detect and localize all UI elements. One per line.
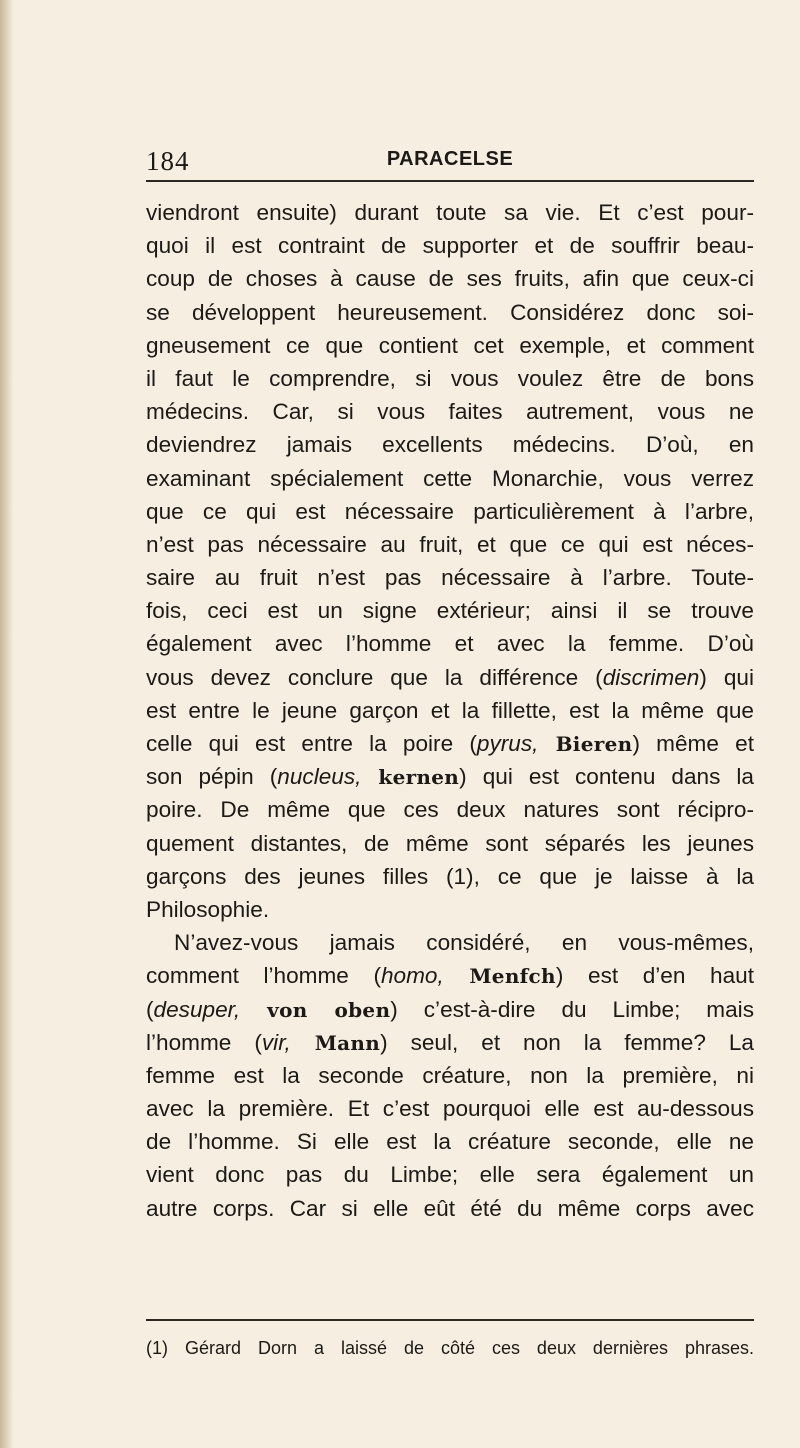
- text-line: [146, 362, 754, 395]
- text-segment: comment l’homme (: [146, 963, 381, 989]
- text-segment: garçons des jeunes filles (1), ce que je laisse à la: [146, 863, 754, 889]
- text-segment: son pépin (: [146, 764, 278, 790]
- latin-term: nucleus,: [277, 764, 362, 790]
- latin-term: homo,: [380, 963, 444, 989]
- text-segment: coup de choses à cause de ses fruits, afin que ceux-ci: [146, 266, 754, 292]
- text-segment: ) qui est contenu dans la: [459, 764, 754, 790]
- text-line: [146, 627, 754, 660]
- text-segment: vient donc pas du Limbe; elle sera également un: [146, 1162, 754, 1188]
- text-line: [146, 296, 754, 329]
- german-term: Bieren: [538, 732, 633, 756]
- text-segment: médecins. Car, si vous faites autrement, vous ne: [146, 399, 754, 425]
- footnote: (1) Gérard Dorn a laissé de côté ces deux dernières phrases.: [146, 1338, 754, 1358]
- footnote-rule: [146, 1319, 754, 1321]
- german-term: Menfch: [443, 964, 556, 989]
- text-line: [146, 428, 754, 461]
- text-segment: celle qui est entre la poire (: [146, 731, 477, 756]
- text-segment: ) même et: [632, 731, 754, 756]
- text-line: [146, 594, 754, 627]
- text-line: [146, 561, 754, 594]
- text-line: [146, 827, 754, 860]
- text-segment: ) qui: [699, 664, 755, 690]
- text-segment: poire. De même que ces deux natures sont récipro-: [146, 797, 754, 823]
- text-segment: ) c’est-à-dire du Limbe; mais: [390, 996, 754, 1022]
- text-segment: quoi il est contraint de supporter et de souffrir beau-: [146, 233, 754, 259]
- text-segment: viendront ensuite) durant toute sa vie. Et c’est pour-: [146, 200, 754, 225]
- text-line: [146, 1192, 754, 1225]
- text-segment: se développent heureusement. Considérez donc soi-: [146, 299, 754, 325]
- text-segment: que ce qui est nécessaire particulièrement à l’arbre,: [146, 498, 754, 524]
- running-title: PARACELSE: [386, 148, 514, 170]
- text-line: [146, 329, 754, 362]
- text-line: [146, 528, 754, 561]
- text-segment: l’homme (: [146, 1029, 262, 1055]
- text-segment: Philosophie.: [146, 896, 270, 922]
- german-term: von oben: [240, 997, 391, 1022]
- text-line: [146, 694, 754, 727]
- text-segment: il faut le comprendre, si vous voulez être de bons: [146, 365, 754, 391]
- text-line: [146, 1059, 754, 1092]
- latin-term: desuper,: [153, 996, 241, 1022]
- text-segment: ) est d’en haut: [555, 963, 754, 989]
- german-term: Mann: [290, 1030, 381, 1055]
- text-segment: est entre le jeune garçon et la fillette, est la même que: [146, 697, 754, 723]
- text-segment: gneusement ce que contient cet exemple, et comment: [146, 332, 754, 358]
- text-line: [146, 893, 754, 926]
- german-term: kernen: [361, 765, 460, 790]
- text-line: [146, 1125, 754, 1158]
- text-line: [146, 395, 754, 428]
- text-line: [146, 462, 754, 495]
- text-segment: (: [146, 996, 154, 1022]
- text-line: [146, 727, 754, 760]
- text-segment: n’est pas nécessaire au fruit, et que ce qui est néces-: [146, 531, 754, 557]
- latin-term: discrimen: [602, 664, 700, 690]
- text-line: [146, 1092, 754, 1125]
- text-segment: également avec l’homme et avec la femme. D’où: [146, 631, 754, 657]
- text-segment: avec la première. Et c’est pourquoi elle est au-dessous: [146, 1096, 754, 1122]
- page-gutter-shadow: [0, 0, 14, 1448]
- text-line: [146, 760, 754, 793]
- text-segment: vous devez conclure que la différence (: [146, 664, 603, 690]
- text-line: [146, 196, 754, 229]
- text-segment: fois, ceci est un signe extérieur; ainsi il se trouve: [146, 598, 754, 624]
- text-line: [146, 262, 754, 295]
- text-line: [146, 993, 754, 1026]
- text-line: [146, 860, 754, 893]
- text-segment: saire au fruit n’est pas nécessaire à l’arbre. Toute-: [146, 565, 754, 591]
- text-segment: autre corps. Car si elle eût été du même corps avec: [146, 1195, 754, 1221]
- text-line: [146, 229, 754, 262]
- text-line: [146, 959, 754, 992]
- book-page: [146, 140, 754, 1225]
- text-segment: ) seul, et non la femme? La: [380, 1029, 754, 1055]
- page-header: [146, 140, 754, 182]
- text-segment: examinant spécialement cette Monarchie, vous verrez: [146, 465, 754, 491]
- body-text: [146, 196, 754, 1225]
- text-line: [146, 926, 754, 959]
- text-line: [146, 495, 754, 528]
- page-number: 184: [146, 146, 190, 176]
- text-segment: de l’homme. Si elle est la créature seconde, elle ne: [146, 1129, 754, 1155]
- text-segment: N’avez-vous jamais considéré, en vous-mêmes,: [174, 930, 754, 956]
- text-segment: quement distantes, de même sont séparés les jeunes: [146, 830, 754, 856]
- text-segment: femme est la seconde créature, non la première, ni: [146, 1062, 754, 1088]
- text-segment: deviendrez jamais excellents médecins. D’où, en: [146, 432, 754, 458]
- text-line: [146, 1026, 754, 1059]
- latin-term: pyrus,: [476, 731, 539, 756]
- text-line: [146, 661, 754, 694]
- text-line: [146, 1158, 754, 1191]
- text-line: [146, 793, 754, 826]
- latin-term: vir,: [261, 1029, 291, 1055]
